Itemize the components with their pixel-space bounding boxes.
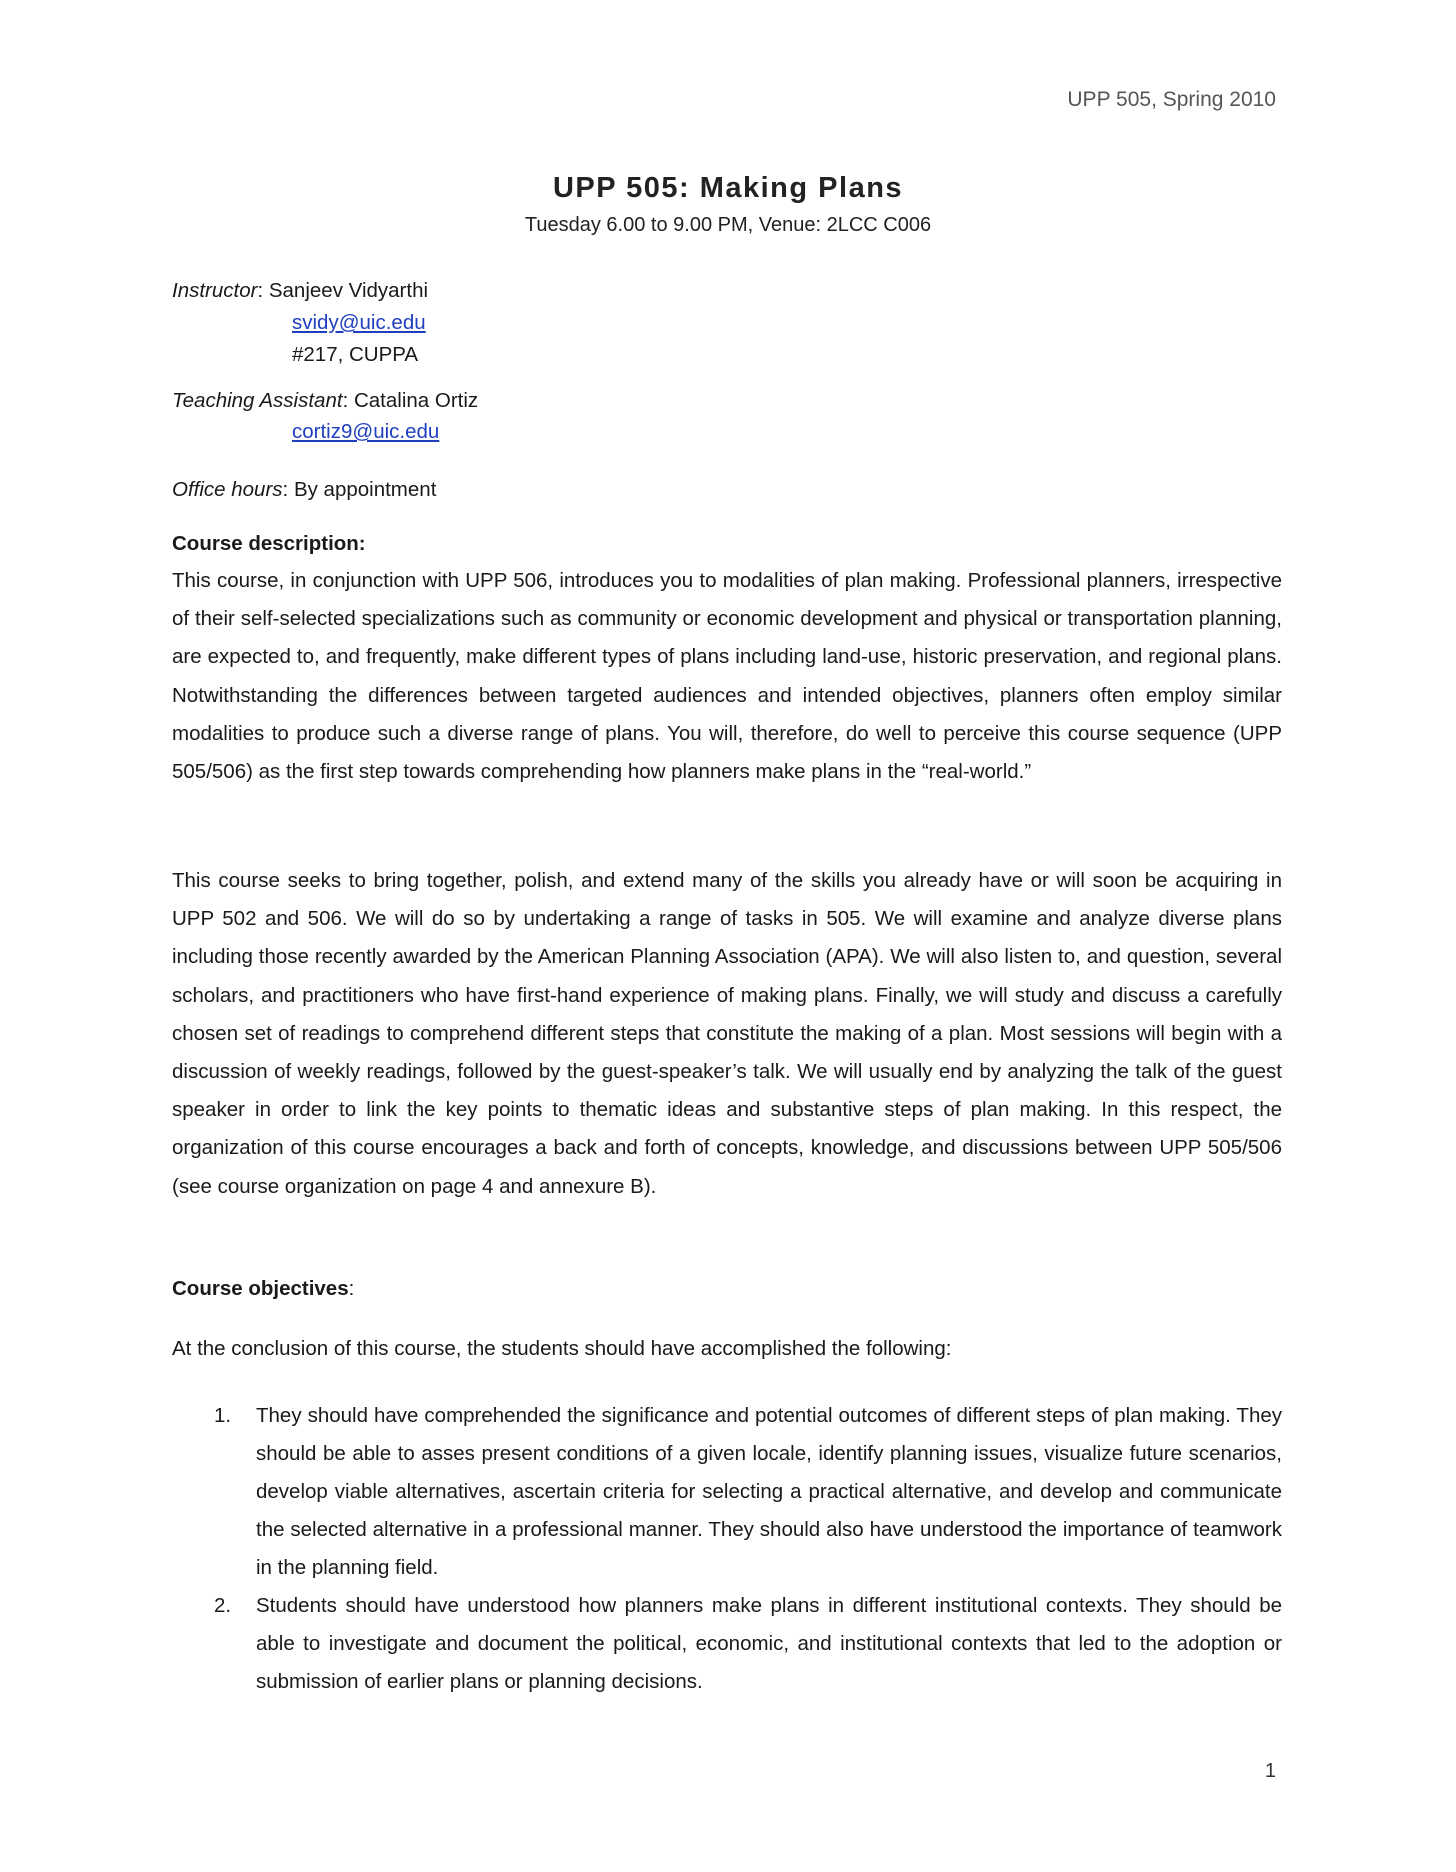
- course-objectives-heading: Course objectives: [172, 1277, 349, 1300]
- instructor-office: #217, CUPPA: [292, 343, 419, 366]
- page-number: 1: [1264, 1760, 1276, 1782]
- list-item-number: 2.: [214, 1594, 232, 1617]
- instructor-name: Sanjeev Vidyarthi: [268, 279, 429, 302]
- course-objectives-heading-line: [172, 1277, 354, 1301]
- office-hours-line: [172, 478, 436, 502]
- ta-email-line: [292, 420, 439, 444]
- list-item-text: They should have comprehended the significance and potential outcomes of different steps of plan making. They should be able to asses present conditions of a given locale, identify planning issues, visualize future scenarios, develop viable alternatives, ascertain criteria for selecting a practical alternative, and develop and communicate the selected alternative in a professional manner. They should also have understood the importance of teamwork in the planning field.: [256, 1404, 1282, 1579]
- course-description-paragraph-1: This course, in conjunction with UPP 506, introduces you to modalities of plan making. Professional planners, irrespective of their self-selected specializations such as community or economic development and physical or transportation planning, are expected to, and frequently, make different types of plans including land-use, historic preservation, and regional plans. Notwithstanding the differences between targeted audiences and intended objectives, planners often employ similar modalities to produce such a diverse range of plans. You will, therefore, do well to perceive this course sequence (UPP 505/506) as the first step towards comprehending how planners make plans in the “real-world.”: [172, 569, 1282, 784]
- heading-colon: :: [348, 1277, 355, 1300]
- schedule-line: Tuesday 6.00 to 9.00 PM, Venue: 2LCC C006: [524, 214, 932, 236]
- instructor-label: Instructor: [172, 279, 258, 302]
- ta-label: Teaching Assistant: [172, 389, 343, 412]
- document-title: UPP 505: Making Plans: [552, 172, 904, 204]
- ta-line: [172, 389, 478, 413]
- ta-name: Catalina Ortiz: [353, 389, 479, 412]
- office-hours-value: By appointment: [293, 478, 437, 501]
- office-hours-label: Office hours: [172, 478, 283, 501]
- instructor-office-line: [292, 343, 418, 367]
- instructor-email-line: [292, 311, 426, 335]
- running-header: UPP 505, Spring 2010: [1067, 88, 1276, 111]
- ta-email-link[interactable]: cortiz9@uic.edu: [292, 420, 440, 443]
- objectives-list: [172, 1397, 1282, 1701]
- list-item: [172, 1587, 1282, 1701]
- instructor-line: [172, 279, 428, 303]
- list-item-text: Students should have understood how planners make plans in different institutional contexts. They should be able to investigate and document the political, economic, and institutional contexts that led to the adoption or submission of earlier plans or planning decisions.: [256, 1594, 1282, 1693]
- instructor-email-link[interactable]: svidy@uic.edu: [292, 311, 426, 334]
- label-colon: :: [257, 279, 269, 302]
- label-colon: :: [342, 389, 354, 412]
- course-description-heading: Course description:: [172, 532, 366, 555]
- label-colon: :: [282, 478, 294, 501]
- list-item: [172, 1397, 1282, 1587]
- list-item-number: 1.: [214, 1404, 232, 1427]
- course-objectives-intro: At the conclusion of this course, the students should have accomplished the following:: [172, 1337, 952, 1360]
- course-description-paragraph-2: This course seeks to bring together, polish, and extend many of the skills you already have or will soon be acquiring in UPP 502 and 506. We will do so by undertaking a range of tasks in 505. We will examine and analyze diverse plans including those recently awarded by the American Planning Association (APA). We will also listen to, and question, several scholars, and practitioners who have first-hand experience of making plans. Finally, we will study and discuss a carefully chosen set of readings to comprehend different steps that constitute the making of a plan. Most sessions will begin with a discussion of weekly readings, followed by the guest-speaker’s talk. We will usually end by analyzing the talk of the guest speaker in order to link the key points to thematic ideas and substantive steps of plan making. In this respect, the organization of this course encourages a back and forth of concepts, knowledge, and discussions between UPP 505/506 (see course organization on page 4 and annexure B).: [172, 869, 1282, 1198]
